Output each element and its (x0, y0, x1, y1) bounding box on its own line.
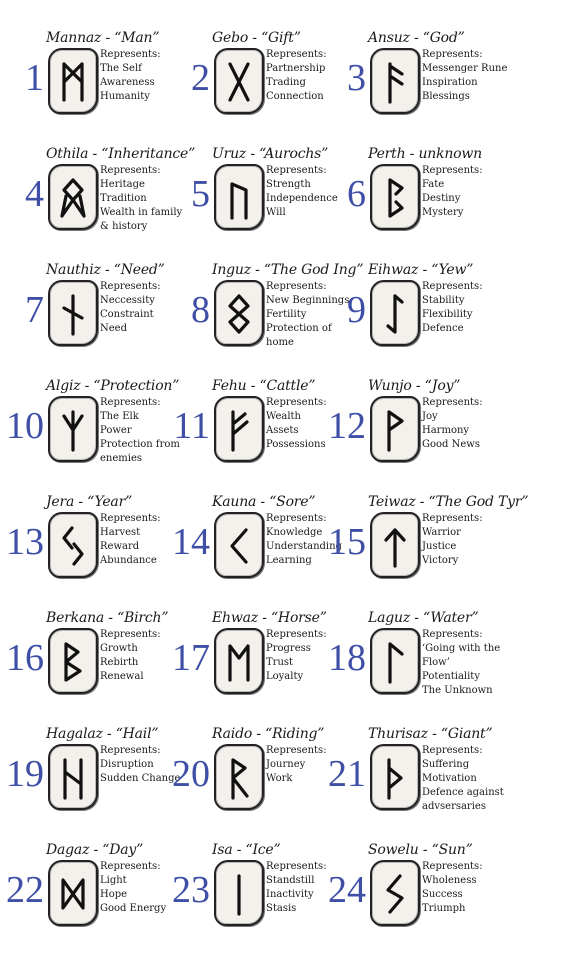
meaning-item: Hope (100, 889, 128, 900)
meaning-item: Neccessity (100, 295, 155, 306)
meaning-item: Knowledge (266, 527, 323, 538)
rune-title: Inguz - “The God Ing” (212, 262, 364, 278)
kauna-rune-icon (224, 524, 254, 570)
meaning-item: Good Energy (100, 903, 167, 914)
rune-card (322, 842, 510, 958)
meaning-item: Abundance (100, 555, 157, 566)
represents-label: Represents: (100, 397, 161, 408)
meaning-item: Success (422, 889, 463, 900)
rune-card (0, 30, 188, 146)
rune-stone (214, 512, 264, 578)
meaning-item: Standstill (266, 875, 315, 886)
rune-number: 15 (328, 521, 366, 563)
rune-number: 21 (328, 753, 366, 795)
rune-title: Thurisaz - “Giant” (368, 726, 493, 742)
meaning-item: Loyalty (266, 671, 304, 682)
meaning-item: Rebirth (100, 657, 139, 668)
meaning-item: Power (100, 425, 132, 436)
meaning-item: Flexibility (422, 309, 473, 320)
represents-label: Represents: (266, 49, 327, 60)
rune-meanings (422, 512, 514, 568)
rune-card (0, 378, 188, 494)
rune-card (322, 726, 510, 842)
represents-label: Represents: (100, 165, 161, 176)
rune-stone (48, 860, 98, 926)
meaning-item: Motivation (422, 773, 477, 784)
meaning-item: Partnership (266, 63, 326, 74)
teiwaz-rune-icon (380, 524, 410, 570)
rune-stone (214, 744, 264, 810)
wunjo-rune-icon (380, 408, 410, 454)
rune-card (0, 494, 188, 610)
rune-title: Eihwaz - “Yew” (368, 262, 474, 278)
meaning-item: Need (100, 323, 127, 334)
rune-meanings (422, 396, 514, 452)
meaning-item: Joy (422, 411, 438, 422)
rune-stone (370, 744, 420, 810)
rune-title: Sowelu - “Sun” (368, 842, 473, 858)
rune-stone (48, 164, 98, 230)
dagaz-rune-icon (58, 872, 88, 918)
represents-label: Represents: (422, 397, 483, 408)
uruz-rune-icon (224, 176, 254, 222)
rune-title: Laguz - “Water” (368, 610, 479, 626)
rune-title: Berkana - “Birch” (46, 610, 169, 626)
rune-stone (48, 48, 98, 114)
rune-number: 12 (328, 405, 366, 447)
meaning-item: Potentiality (422, 671, 480, 682)
meaning-item: Humanity (100, 91, 150, 102)
meaning-item: Strength (266, 179, 311, 190)
meaning-item: Stability (422, 295, 465, 306)
rune-meanings (422, 280, 514, 336)
thurisaz-rune-icon (380, 756, 410, 802)
rune-card (322, 494, 529, 610)
meaning-item: Reward (100, 541, 140, 552)
meaning-item: Work (266, 773, 293, 784)
rune-title: Othila - “Inheritance” (46, 146, 196, 162)
meaning-item: Protection from enemies (100, 439, 180, 464)
represents-label: Represents: (266, 629, 327, 640)
inguz-rune-icon (224, 292, 254, 338)
rune-stone (48, 628, 98, 694)
rune-title: Uruz - “Aurochs” (212, 146, 329, 162)
rune-title: Gebo - “Gift” (212, 30, 301, 46)
rune-stone (214, 48, 264, 114)
rune-number: 5 (191, 173, 210, 215)
perth-rune-icon (380, 176, 410, 222)
meaning-item: Justice (422, 541, 457, 552)
represents-label: Represents: (266, 513, 327, 524)
jera-rune-icon (58, 524, 88, 570)
rune-number: 9 (347, 289, 366, 331)
rune-number: 11 (173, 405, 210, 447)
rune-stone (214, 860, 264, 926)
meaning-item: Awareness (100, 77, 155, 88)
meaning-item: Inactivity (266, 889, 314, 900)
rune-title: Raido - “Riding” (212, 726, 325, 742)
rune-title: Perth - unknown (368, 146, 483, 162)
rune-card (322, 378, 510, 494)
represents-label: Represents: (422, 281, 483, 292)
meaning-item: Mystery (422, 207, 464, 218)
rune-title: Jera - “Year” (46, 494, 133, 510)
fehu-rune-icon (224, 408, 254, 454)
rune-number: 8 (191, 289, 210, 331)
meaning-item: Connection (266, 91, 324, 102)
rune-number: 16 (6, 637, 44, 679)
meaning-item: Light (100, 875, 127, 886)
represents-label: Represents: (100, 281, 161, 292)
meaning-item: Growth (100, 643, 138, 654)
rune-card (0, 610, 188, 726)
represents-label: Represents: (422, 513, 483, 524)
represents-label: Represents: (100, 49, 161, 60)
rune-number: 14 (172, 521, 210, 563)
rune-number: 20 (172, 753, 210, 795)
rune-number: 6 (347, 173, 366, 215)
rune-stone (48, 396, 98, 462)
rune-title: Kauna - “Sore” (212, 494, 316, 510)
meaning-item: ‘Going with the Flow’ (422, 643, 501, 668)
rune-number: 17 (172, 637, 210, 679)
rune-number: 10 (6, 405, 44, 447)
meaning-item: Wealth in family & history (100, 207, 183, 232)
represents-label: Represents: (100, 629, 161, 640)
meaning-item: Defence (422, 323, 464, 334)
rune-title: Ansuz - “God” (368, 30, 465, 46)
meaning-item: Victory (422, 555, 459, 566)
represents-label: Represents: (422, 629, 483, 640)
meaning-item: Assets (266, 425, 299, 436)
represents-label: Represents: (422, 49, 483, 60)
algiz-rune-icon (58, 408, 88, 454)
rune-stone (214, 396, 264, 462)
eihwaz-rune-icon (380, 292, 410, 338)
raido-rune-icon (224, 756, 254, 802)
rune-title: Wunjo - “Joy” (368, 378, 461, 394)
rune-stone (370, 280, 420, 346)
rune-stone (370, 512, 420, 578)
meaning-item: Trading (266, 77, 306, 88)
meaning-item: Protection of home (266, 323, 332, 348)
rune-number: 18 (328, 637, 366, 679)
meaning-item: Renewal (100, 671, 144, 682)
rune-meanings (422, 48, 514, 104)
represents-label: Represents: (422, 861, 483, 872)
rune-number: 7 (25, 289, 44, 331)
rune-card (322, 262, 510, 378)
rune-stone (48, 280, 98, 346)
represents-label: Represents: (422, 165, 483, 176)
meaning-item: Tradition (100, 193, 147, 204)
rune-stone (370, 860, 420, 926)
meaning-item: Fertility (266, 309, 307, 320)
meaning-item: Constraint (100, 309, 154, 320)
represents-label: Represents: (266, 745, 327, 756)
rune-title: Fehu - “Cattle” (212, 378, 316, 394)
rune-card (0, 842, 188, 958)
meaning-item: Journey (266, 759, 306, 770)
rune-title: Hagalaz - “Hail” (46, 726, 159, 742)
meaning-item: Will (266, 207, 286, 218)
rune-stone (48, 512, 98, 578)
represents-label: Represents: (266, 281, 327, 292)
rune-title: Ehwaz - “Horse” (212, 610, 327, 626)
meaning-item: Wealth (266, 411, 301, 422)
hagalaz-rune-icon (58, 756, 88, 802)
rune-title: Algiz - “Protection” (46, 378, 180, 394)
rune-stone (214, 164, 264, 230)
represents-label: Represents: (100, 861, 161, 872)
meaning-item: Messenger Rune (422, 63, 508, 74)
meaning-item: The Elk (100, 411, 139, 422)
rune-title: Mannaz - “Man” (46, 30, 160, 46)
meaning-item: The Self (100, 63, 142, 74)
meaning-item: Triumph (422, 903, 466, 914)
meaning-item: Defence against advsersaries (422, 787, 504, 812)
rune-stone (370, 396, 420, 462)
sowelu-rune-icon (380, 872, 410, 918)
meaning-item: Fate (422, 179, 445, 190)
meaning-item: Sudden Change (100, 773, 181, 784)
rune-number: 23 (172, 869, 210, 911)
rune-number: 19 (6, 753, 44, 795)
meaning-item: Destiny (422, 193, 461, 204)
ansuz-rune-icon (380, 60, 410, 106)
meaning-item: Progress (266, 643, 311, 654)
meaning-item: Blessings (422, 91, 470, 102)
mannaz-rune-icon (58, 60, 88, 106)
meaning-item: Good News (422, 439, 480, 450)
meaning-item: Stasis (266, 903, 297, 914)
rune-number: 2 (191, 57, 210, 99)
rune-number: 4 (25, 173, 44, 215)
nauthiz-rune-icon (58, 292, 88, 338)
rune-number: 1 (25, 57, 44, 99)
rune-card (322, 610, 510, 726)
meaning-item: Harmony (422, 425, 470, 436)
ehwaz-rune-icon (224, 640, 254, 686)
meaning-item: Wholeness (422, 875, 477, 886)
rune-card (0, 262, 188, 378)
othila-rune-icon (58, 176, 88, 222)
gebo-rune-icon (224, 60, 254, 106)
meaning-item: Inspiration (422, 77, 478, 88)
meaning-item: Warrior (422, 527, 461, 538)
represents-label: Represents: (100, 745, 161, 756)
meaning-item: Independence (266, 193, 338, 204)
meaning-item: New Beginnings (266, 295, 350, 306)
rune-title: Isa - “Ice” (212, 842, 281, 858)
rune-card (322, 30, 510, 146)
rune-meanings (422, 164, 514, 220)
rune-number: 24 (328, 869, 366, 911)
rune-title: Dagaz - “Day” (46, 842, 144, 858)
represents-label: Represents: (422, 745, 483, 756)
isa-rune-icon (224, 872, 254, 918)
rune-stone (370, 164, 420, 230)
represents-label: Represents: (100, 513, 161, 524)
meaning-item: Disruption (100, 759, 154, 770)
laguz-rune-icon (380, 640, 410, 686)
rune-stone (370, 628, 420, 694)
meaning-item: Suffering (422, 759, 470, 770)
rune-title: Teiwaz - “The God Tyr” (368, 494, 529, 510)
rune-stone (214, 628, 264, 694)
rune-card (0, 726, 188, 842)
rune-number: 3 (347, 57, 366, 99)
represents-label: Represents: (266, 861, 327, 872)
meaning-item: Trust (266, 657, 294, 668)
represents-label: Represents: (266, 397, 327, 408)
rune-card (322, 146, 510, 262)
rune-card (0, 146, 196, 262)
rune-stone (48, 744, 98, 810)
rune-title: Nauthiz - “Need” (46, 262, 165, 278)
meaning-item: Understanding (266, 541, 342, 552)
berkana-rune-icon (58, 640, 88, 686)
meaning-item: The Unknown (422, 685, 493, 696)
meaning-item: Heritage (100, 179, 145, 190)
rune-number: 22 (6, 869, 44, 911)
meaning-item: Learning (266, 555, 312, 566)
rune-stone (370, 48, 420, 114)
rune-stone (214, 280, 264, 346)
meaning-item: Possessions (266, 439, 326, 450)
rune-number: 13 (6, 521, 44, 563)
rune-meanings (422, 744, 514, 814)
rune-meanings (422, 628, 514, 698)
represents-label: Represents: (266, 165, 327, 176)
meaning-item: Harvest (100, 527, 141, 538)
rune-meanings (422, 860, 514, 916)
